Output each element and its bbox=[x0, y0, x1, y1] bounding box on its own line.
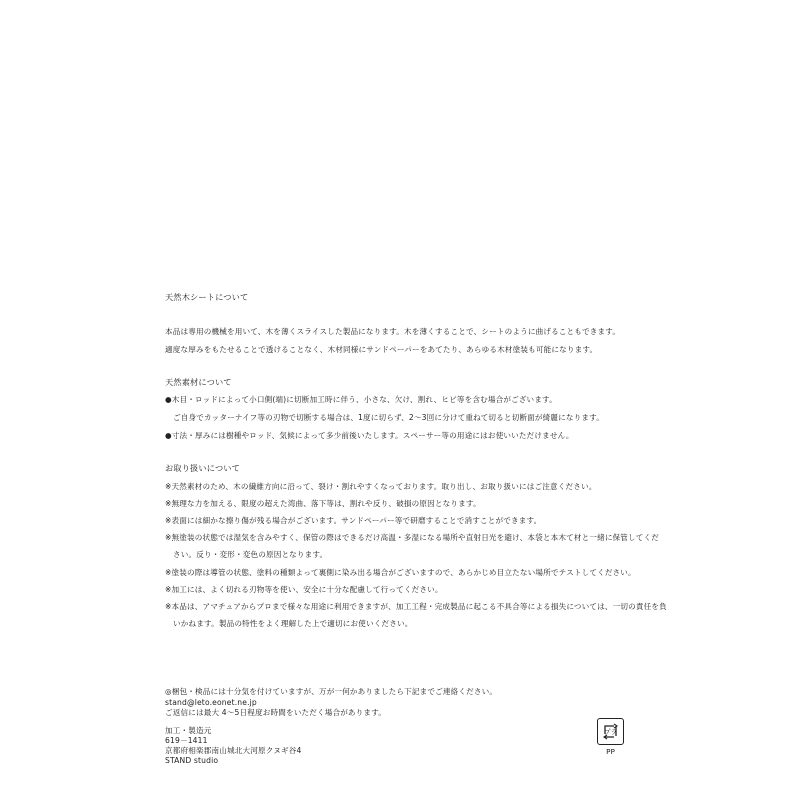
bullet-line: ●木目・ロッドによって小口側(端)に切断加工時に伴う、小さな、欠け、割れ、ヒビ等を含む場合がございます。 bbox=[165, 395, 557, 404]
note-line-continued: いかねます。製品の特性をよく理解した上で適切にお使いください。 bbox=[173, 619, 413, 628]
section-title-handling: お取り扱いについて bbox=[165, 463, 240, 473]
contact-notice: ◎梱包・検品には十分気を付けていますが、万が一何かありましたら下記までご連絡ください。 bbox=[165, 687, 498, 696]
maker-name: STAND studio bbox=[165, 756, 219, 765]
note-line: ※本品は、アマチュアからプロまで様々な用途に利用できますが、加工工程・完成製品に起こる不具合等による損失については、一切の責任を負 bbox=[165, 602, 667, 611]
note-line: ※加工には、よく切れる刃物等を使い、安全に十分な配慮して行ってください。 bbox=[165, 585, 443, 594]
note-line-continued: さい。反り・変形・変色の原因となります。 bbox=[173, 550, 328, 559]
section-title-natural-wood-sheet: 天然木シートについて bbox=[165, 292, 249, 302]
note-line: ※天然素材のため、木の繊維方向に沿って、裂け・割れやすくなっております。取り出し、お取り扱いにはご注意ください。 bbox=[165, 482, 597, 491]
section-title-natural-material: 天然素材について bbox=[165, 377, 232, 387]
recycle-pla-icon bbox=[597, 718, 624, 745]
bullet-line: ●寸法・厚みには樹種やロッド、気候によって多少前後いたします。スペーサー等の用途にはお使いいただけません。 bbox=[165, 431, 574, 440]
svg-text:プラ: プラ bbox=[604, 728, 617, 736]
note-line: ※無塗装の状態では湿気を含みやすく、保管の際はできるだけ高温・多湿になる場所や直射日光を避け、本袋と本木て材と一緒に保管してくだ bbox=[165, 533, 660, 542]
paragraph-line: 本品は専用の機械を用いて、木を薄くスライスした製品になります。木を薄くすることで、シートのように曲げることもできます。 bbox=[165, 327, 621, 336]
maker-label: 加工・製造元 bbox=[165, 726, 212, 735]
contact-email[interactable]: stand@leto.eonet.ne.jp bbox=[165, 698, 257, 707]
paragraph-line: 適度な厚みをもたせることで透けることなく、木材同様にサンドペーパーをあてたり、あらゆる木材塗装も可能になります。 bbox=[165, 345, 598, 354]
note-line: ※塗装の際は導管の状態、塗料の種類よって裏側に染み出る場合がございますので、あらかじめ目立たない場所でテストしてください。 bbox=[165, 568, 636, 577]
bullet-line-continued: ご自身でカッターナイフ等の刃物で切断する場合は、1度に切らず、2～3回に分けて重ねて切ると切断面が綺麗になります。 bbox=[173, 413, 604, 422]
postal-code: 619－1411 bbox=[165, 736, 208, 745]
note-line: ※表面には細かな擦り傷が残る場合がございます。サンドペーパー等で研磨することで消すことができます。 bbox=[165, 516, 542, 525]
recycle-mark bbox=[597, 718, 624, 762]
maker-address: 京都府相楽郡南山城北大河原クヌギ谷4 bbox=[165, 746, 302, 755]
reply-notice: ご返信には最大 4～5日程度お時間をいただく場合があります。 bbox=[165, 708, 387, 717]
note-line: ※無理な力を加える、限度の超えた湾曲、落下等は、割れや反り、破損の原因となります。 bbox=[165, 499, 481, 508]
recycle-label: PP bbox=[606, 747, 615, 756]
